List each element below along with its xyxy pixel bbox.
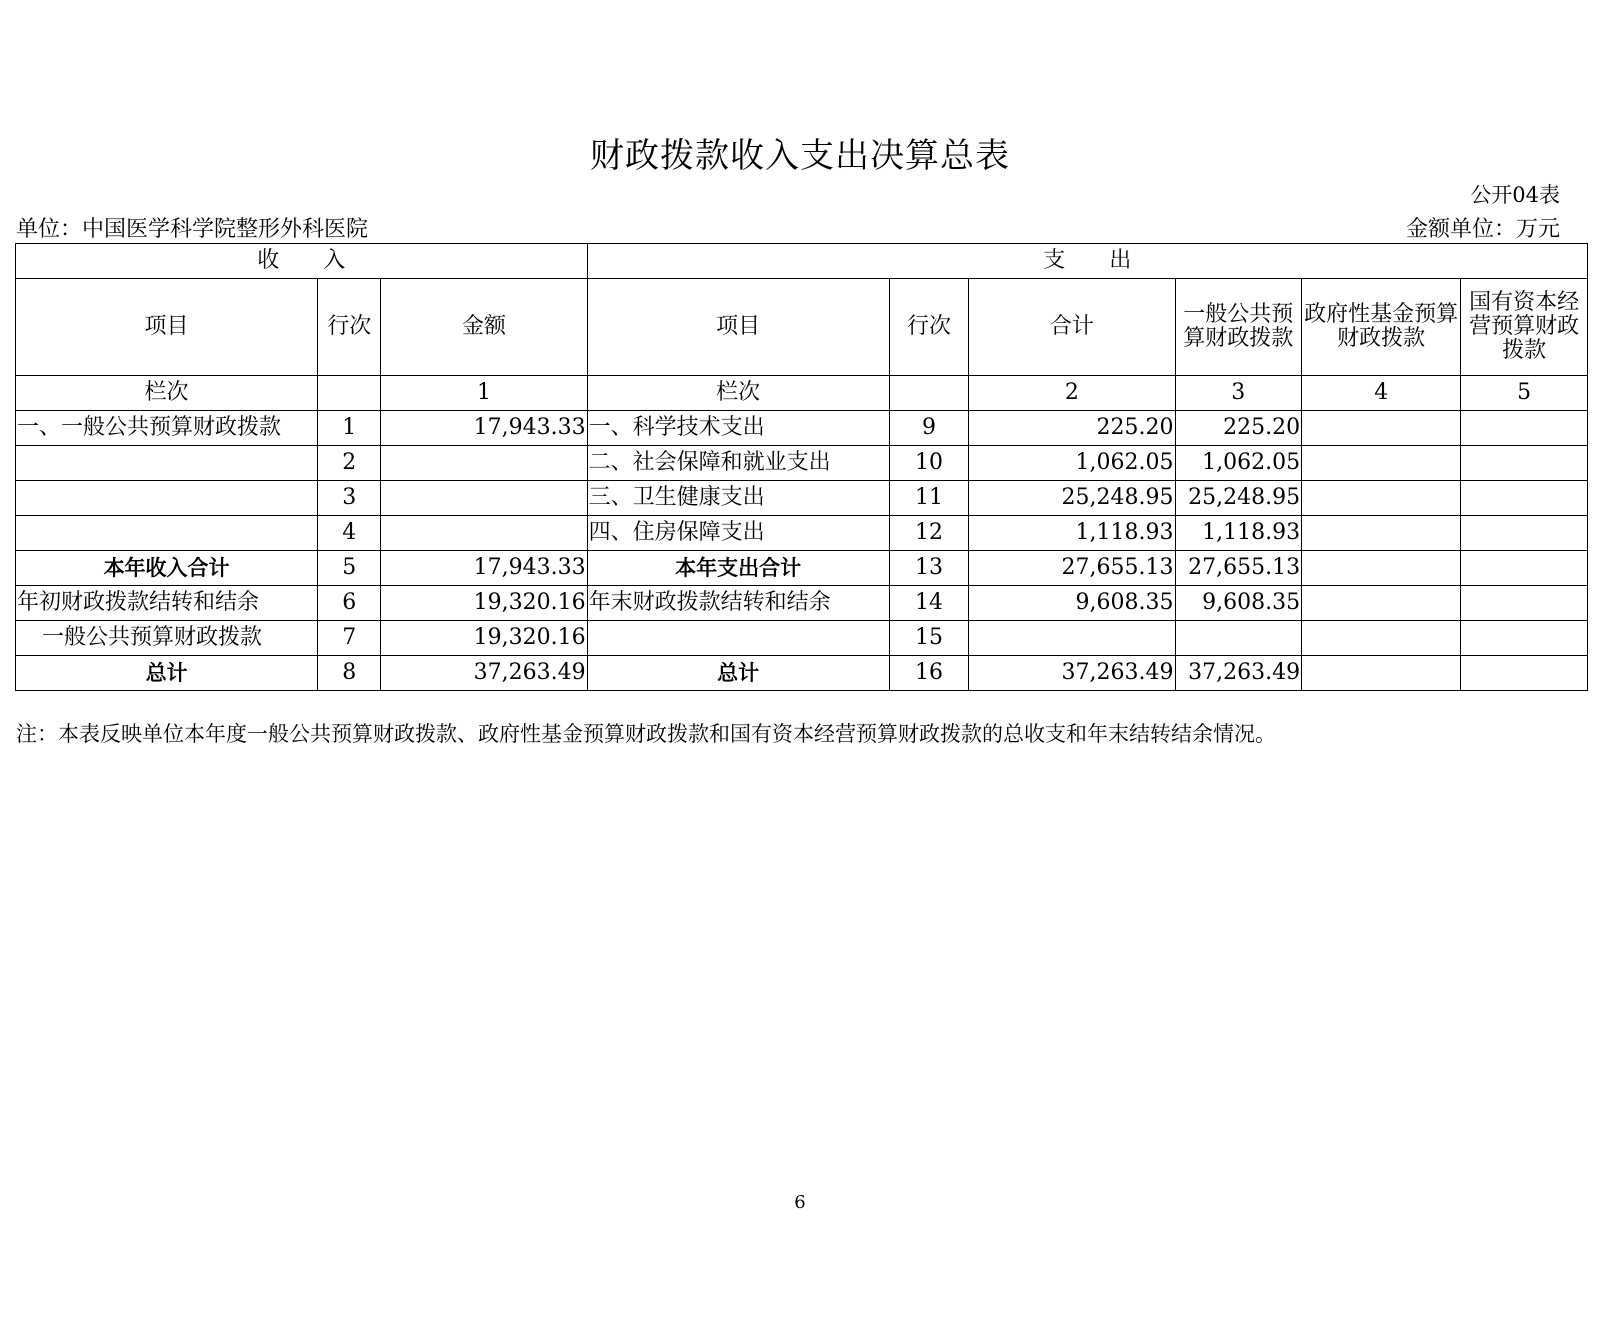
page-number: 6 bbox=[794, 1192, 806, 1213]
expense-item: 本年支出合计 bbox=[587, 551, 889, 586]
expense-total: 1,062.05 bbox=[969, 446, 1175, 481]
fund-budget-value bbox=[1302, 621, 1461, 656]
fund-budget-value bbox=[1302, 446, 1461, 481]
expense-row-no: 15 bbox=[889, 621, 969, 656]
expense-row-no: 9 bbox=[889, 411, 969, 446]
column-number: 4 bbox=[1302, 376, 1461, 411]
expense-row-no: 14 bbox=[889, 586, 969, 621]
income-row-no: 1 bbox=[318, 411, 381, 446]
expense-item: 总计 bbox=[587, 656, 889, 691]
general-budget-value bbox=[1175, 621, 1302, 656]
general-budget-value: 25,248.95 bbox=[1175, 481, 1302, 516]
table-note: 注：本表反映单位本年度一般公共预算财政拨款、政府性基金预算财政拨款和国有资本经营预算财政拨款的总收支和年末结转结余情况。 bbox=[16, 722, 1276, 746]
expense-total: 1,118.93 bbox=[969, 516, 1175, 551]
income-item: 一、一般公共预算财政拨款 bbox=[16, 411, 318, 446]
column-number: 1 bbox=[381, 376, 587, 411]
expense-total-header: 合计 bbox=[969, 279, 1175, 376]
income-amount: 19,320.16 bbox=[381, 621, 587, 656]
expense-row-no: 12 bbox=[889, 516, 969, 551]
income-amount bbox=[381, 446, 587, 481]
income-item-header: 项目 bbox=[16, 279, 318, 376]
table-row bbox=[16, 446, 1588, 481]
income-row-no: 4 bbox=[318, 516, 381, 551]
form-number: 公开04表 bbox=[1470, 183, 1560, 207]
income-row-no: 6 bbox=[318, 586, 381, 621]
table-row bbox=[16, 516, 1588, 551]
general-budget-value: 1,118.93 bbox=[1175, 516, 1302, 551]
income-amount: 17,943.33 bbox=[381, 551, 587, 586]
column-number: 2 bbox=[969, 376, 1175, 411]
money-unit-label: 金额单位：万元 bbox=[1405, 217, 1560, 242]
income-amount: 37,263.49 bbox=[381, 656, 587, 691]
income-item: 总计 bbox=[16, 656, 318, 691]
group-header-row bbox=[16, 244, 1588, 279]
expense-row-no: 16 bbox=[889, 656, 969, 691]
grand-total-row bbox=[16, 656, 1588, 691]
column-header-row bbox=[16, 279, 1588, 376]
expense-row-no: 13 bbox=[889, 551, 969, 586]
income-row-no: 8 bbox=[318, 656, 381, 691]
fund-budget-value bbox=[1302, 481, 1461, 516]
expense-total: 37,263.49 bbox=[969, 656, 1175, 691]
table-row bbox=[16, 481, 1588, 516]
fund-budget-value bbox=[1302, 586, 1461, 621]
expense-total: 225.20 bbox=[969, 411, 1175, 446]
general-budget-value: 37,263.49 bbox=[1175, 656, 1302, 691]
state-capital-value bbox=[1461, 656, 1588, 691]
table-row bbox=[16, 411, 1588, 446]
fund-budget-value bbox=[1302, 551, 1461, 586]
unit-label: 单位：中国医学科学院整形外科医院 bbox=[16, 217, 369, 242]
empty-cell bbox=[889, 376, 969, 411]
income-amount: 19,320.16 bbox=[381, 586, 587, 621]
income-amount bbox=[381, 481, 587, 516]
income-amount: 17,943.33 bbox=[381, 411, 587, 446]
state-capital-value bbox=[1461, 586, 1588, 621]
state-capital-header: 国有资本经营预算财政拨款 bbox=[1461, 279, 1588, 376]
income-item bbox=[16, 481, 318, 516]
expense-item bbox=[587, 621, 889, 656]
column-number-row bbox=[16, 376, 1588, 411]
expense-total: 27,655.13 bbox=[969, 551, 1175, 586]
expense-total bbox=[969, 621, 1175, 656]
income-row-no: 3 bbox=[318, 481, 381, 516]
empty-cell bbox=[318, 376, 381, 411]
general-budget-value: 27,655.13 bbox=[1175, 551, 1302, 586]
expense-item: 二、社会保障和就业支出 bbox=[587, 446, 889, 481]
table-row bbox=[16, 586, 1588, 621]
table-row bbox=[16, 621, 1588, 656]
income-item: 一般公共预算财政拨款 bbox=[16, 621, 318, 656]
income-column-label: 栏次 bbox=[16, 376, 318, 411]
general-budget-value: 1,062.05 bbox=[1175, 446, 1302, 481]
state-capital-value bbox=[1461, 621, 1588, 656]
income-amount bbox=[381, 516, 587, 551]
fund-budget-header: 政府性基金预算财政拨款 bbox=[1302, 279, 1461, 376]
state-capital-value bbox=[1461, 446, 1588, 481]
income-row-no: 5 bbox=[318, 551, 381, 586]
expense-item: 一、科学技术支出 bbox=[587, 411, 889, 446]
state-capital-value bbox=[1461, 551, 1588, 586]
column-number: 3 bbox=[1175, 376, 1302, 411]
income-row-no: 7 bbox=[318, 621, 381, 656]
income-item: 本年收入合计 bbox=[16, 551, 318, 586]
expense-total: 9,608.35 bbox=[969, 586, 1175, 621]
income-row-no: 2 bbox=[318, 446, 381, 481]
expense-item: 年末财政拨款结转和结余 bbox=[587, 586, 889, 621]
fund-budget-value bbox=[1302, 656, 1461, 691]
subtotal-row bbox=[16, 551, 1588, 586]
expense-row-no: 11 bbox=[889, 481, 969, 516]
expense-total: 25,248.95 bbox=[969, 481, 1175, 516]
general-budget-header: 一般公共预算财政拨款 bbox=[1175, 279, 1302, 376]
expense-item: 三、卫生健康支出 bbox=[587, 481, 889, 516]
state-capital-value bbox=[1461, 481, 1588, 516]
income-row-no-header: 行次 bbox=[318, 279, 381, 376]
expense-item-header: 项目 bbox=[587, 279, 889, 376]
column-number: 5 bbox=[1461, 376, 1588, 411]
fund-budget-value bbox=[1302, 411, 1461, 446]
expense-item: 四、住房保障支出 bbox=[587, 516, 889, 551]
expense-header: 支 出 bbox=[587, 244, 1587, 279]
state-capital-value bbox=[1461, 411, 1588, 446]
income-amount-header: 金额 bbox=[381, 279, 587, 376]
income-header: 收 入 bbox=[16, 244, 588, 279]
income-item bbox=[16, 446, 318, 481]
general-budget-value: 9,608.35 bbox=[1175, 586, 1302, 621]
general-budget-value: 225.20 bbox=[1175, 411, 1302, 446]
expense-row-no-header: 行次 bbox=[889, 279, 969, 376]
final-accounts-table bbox=[15, 243, 1588, 691]
state-capital-value bbox=[1461, 516, 1588, 551]
expense-column-label: 栏次 bbox=[587, 376, 889, 411]
page-title: 财政拨款收入支出决算总表 bbox=[590, 136, 1010, 176]
expense-row-no: 10 bbox=[889, 446, 969, 481]
income-item bbox=[16, 516, 318, 551]
fund-budget-value bbox=[1302, 516, 1461, 551]
income-item: 年初财政拨款结转和结余 bbox=[16, 586, 318, 621]
